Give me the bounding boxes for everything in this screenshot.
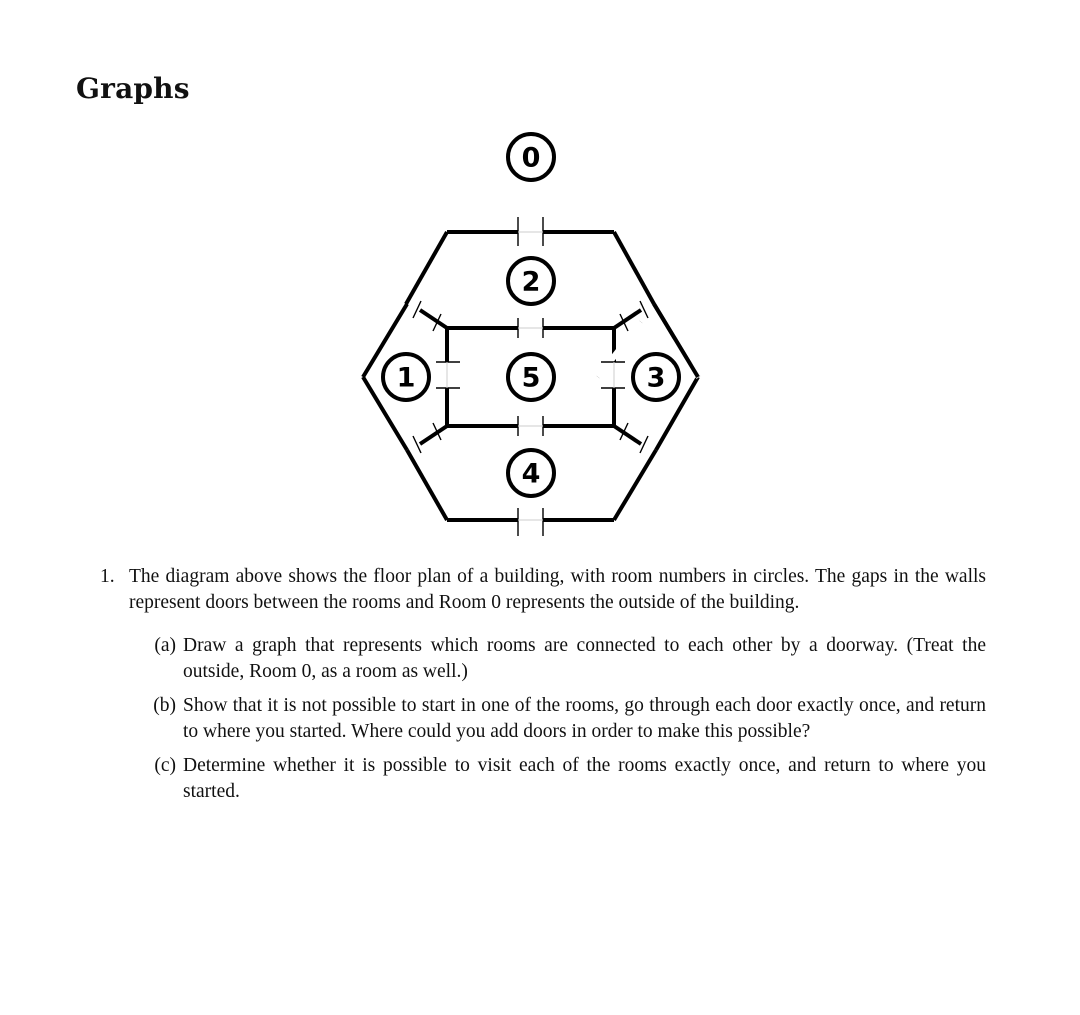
room-1-label: 1 [396,362,416,394]
problem-statement [100,564,986,616]
part-a [136,633,986,685]
problem-text: The diagram above shows the floor plan of a building, with room numbers in circles. The gaps in the walls represent doors between the rooms and Room 0 represents the outside of the building. [129,566,986,613]
room-4-label: 4 [521,458,541,490]
part-b [136,693,986,745]
part-c [136,753,986,805]
room-5-label: 5 [521,362,541,394]
part-a-label: (a) [154,635,176,656]
part-c-text: Determine whether it is possible to visit each of the rooms exactly once, and return to where you started. [183,755,986,802]
part-b-label: (b) [153,695,176,716]
problem-parts [100,633,986,805]
room-1-marker [383,354,429,400]
problem-number: 1. [100,566,115,587]
part-c-label: (c) [154,755,176,776]
room-0-label: 0 [521,142,541,174]
part-a-text: Draw a graph that represents which rooms are connected to each other by a doorway. (Treat the outside, Room 0, as a room as well.) [183,635,986,682]
room-5-marker [508,354,554,400]
room-4-marker [508,450,554,496]
problem-1 [100,564,986,813]
part-b-text: Show that it is not possible to start in one of the rooms, go through each door exactly once, and return to where you started. Where could you add doors in order to make this possible? [183,695,986,742]
section-title: Graphs [76,72,190,105]
room-3-marker [633,354,679,400]
room-0-marker [508,134,554,180]
room-2-label: 2 [521,266,541,298]
room-3-label: 3 [646,362,666,394]
room-2-marker [508,258,554,304]
